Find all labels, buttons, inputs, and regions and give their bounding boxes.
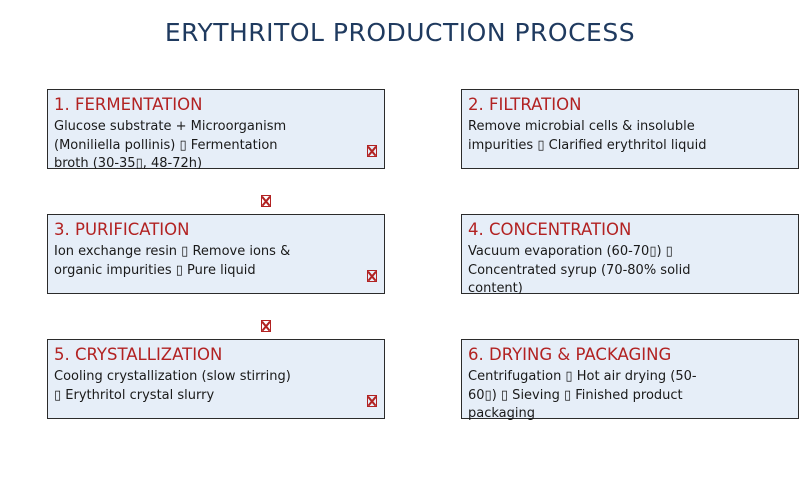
step-title: 1. FERMENTATION bbox=[54, 95, 203, 114]
arrow-down-icon bbox=[261, 195, 273, 209]
step-title: 3. PURIFICATION bbox=[54, 220, 190, 239]
step-description: Cooling crystallization (slow stirring) ▯ Erythritol crystal slurry bbox=[54, 369, 291, 403]
arrow-down-icon bbox=[261, 320, 273, 334]
step-box-drying-packaging bbox=[461, 339, 799, 419]
arrow-right-icon bbox=[367, 145, 379, 159]
diagram-title: ERYTHRITOL PRODUCTION PROCESS bbox=[164, 18, 636, 47]
step-title: 5. CRYSTALLIZATION bbox=[54, 345, 223, 364]
arrow-right-icon bbox=[367, 395, 379, 409]
step-box-purification bbox=[47, 214, 385, 294]
step-box-fermentation bbox=[47, 89, 385, 169]
step-description: Remove microbial cells & insoluble impurities ▯ Clarified erythritol liquid bbox=[468, 119, 707, 153]
step-title: 6. DRYING & PACKAGING bbox=[468, 345, 672, 364]
arrow-right-icon bbox=[367, 270, 379, 284]
step-description: Centrifugation ▯ Hot air drying (50-60▯) ▯ Sieving ▯ Finished product packaging bbox=[468, 369, 697, 421]
step-description: Vacuum evaporation (60-70▯) ▯ Concentrated syrup (70-80% solid content) bbox=[468, 244, 691, 296]
step-box-concentration bbox=[461, 214, 799, 294]
step-title: 2. FILTRATION bbox=[468, 95, 582, 114]
step-box-filtration bbox=[461, 89, 799, 169]
step-box-crystallization bbox=[47, 339, 385, 419]
step-description: Ion exchange resin ▯ Remove ions & organic impurities ▯ Pure liquid bbox=[54, 244, 291, 278]
step-title: 4. CONCENTRATION bbox=[468, 220, 632, 239]
step-description: Glucose substrate + Microorganism (Moniliella pollinis) ▯ Fermentation broth (30-35▯, 48-72h) bbox=[54, 119, 287, 171]
